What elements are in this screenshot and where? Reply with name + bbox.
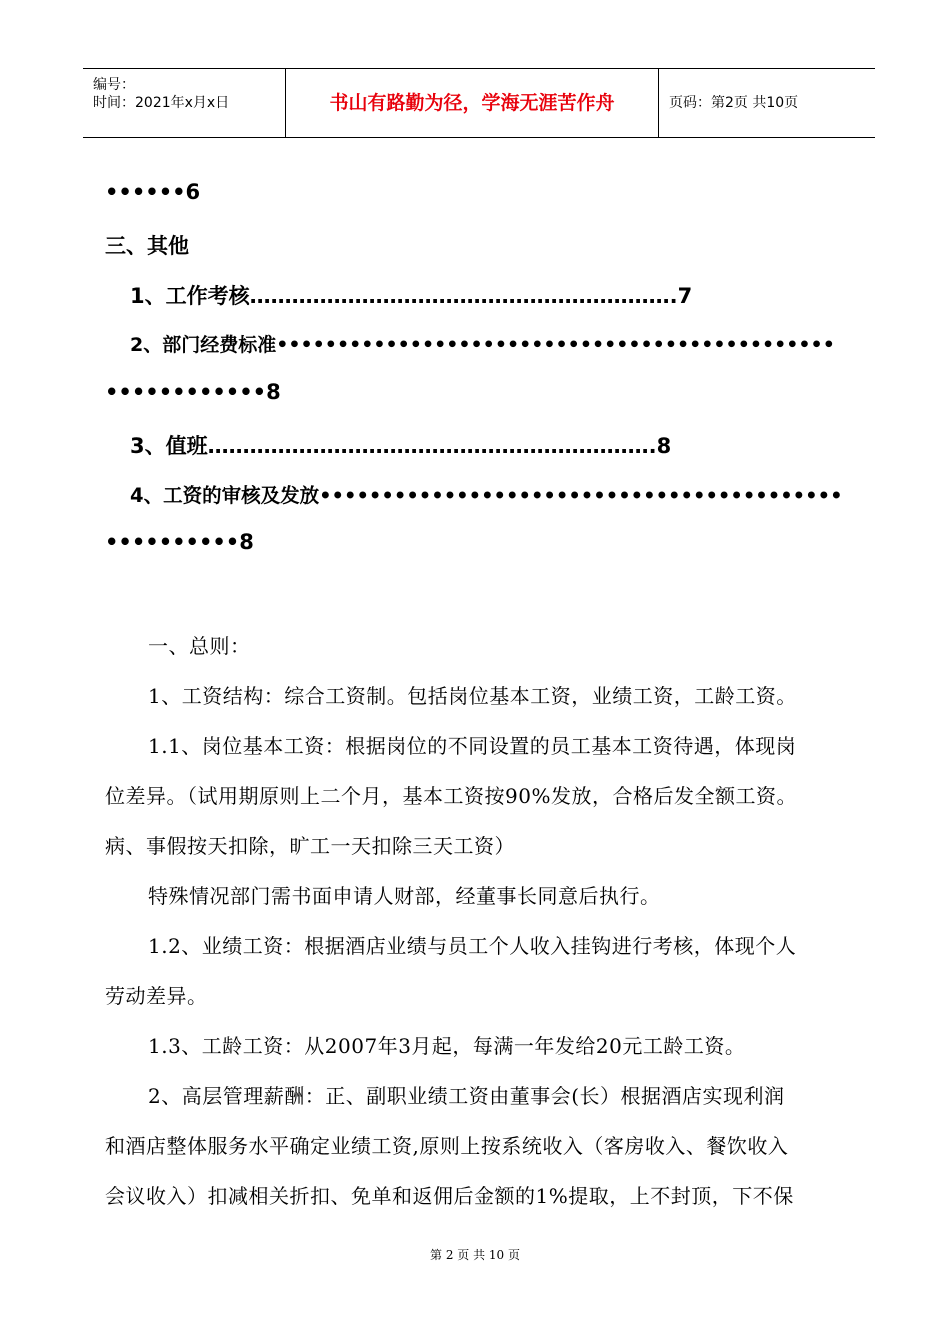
paragraph-line: 1.1、岗位基本工资：根据岗位的不同设置的员工基本工资待遇，体现岗 — [148, 734, 797, 758]
paragraph-line: 1.2、业绩工资：根据酒店业绩与员工个人收入挂钩进行考核，体现个人 — [148, 934, 797, 958]
paragraph-line: 会议收入）扣减相关折扣、免单和返佣后金额的1%提取，上不封顶，下不保 — [105, 1184, 794, 1208]
paragraph-line: 劳动差异。 — [105, 984, 208, 1008]
header-motto: 书山有路勤为径，学海无涯苦作舟 — [286, 69, 659, 137]
paragraph-line: 和酒店整体服务水平确定业绩工资,原则上按系统收入（客房收入、餐饮收入 — [105, 1134, 789, 1158]
paragraph-line: 1、工资结构：综合工资制。包括岗位基本工资，业绩工资，工龄工资。 — [148, 684, 797, 708]
toc-section-other: 三、其他 — [105, 234, 189, 258]
toc-line: 1、工作考核…………………………………………………….7 — [130, 284, 693, 308]
page-footer: 第 2 页 共 10 页 — [430, 1248, 520, 1262]
paragraph-line: 1.3、工龄工资：从2007年3月起，每满一年发给20元工龄工资。 — [148, 1034, 746, 1058]
paragraph-line: 位差异。（试用期原则上二个月，基本工资按90%发放，合格后发全额工资。 — [105, 784, 797, 808]
document-time: 时间：2021年x月x日 — [93, 95, 230, 111]
header-table — [83, 68, 875, 138]
toc-line: ••••••••••8 — [105, 530, 254, 554]
section-heading: 一、总则： — [148, 634, 251, 658]
toc-line: ••••••••••••8 — [105, 380, 281, 404]
paragraph-line: 2、高层管理薪酬：正、副职业绩工资由董事会(长）根据酒店实现利润 — [148, 1084, 785, 1108]
header-meta-cell — [83, 69, 286, 137]
toc-line: 4、工资的审核及发放•••••••••••••••••••••••••••••••••••••••••• — [130, 484, 843, 507]
toc-line: 3、值班……………………………………………………….8 — [130, 434, 672, 458]
document-number: 编号： — [93, 77, 135, 93]
toc-line: ••••••6 — [105, 180, 201, 204]
paragraph-line: 特殊情况部门需书面申请人财部，经董事长同意后执行。 — [148, 884, 661, 908]
toc-line: 2、部门经费标准•••••••••••••••••••••••••••••••••••••••••••••• — [130, 334, 835, 356]
paragraph-line: 病、事假按天扣除，旷工一天扣除三天工资） — [105, 834, 515, 858]
header-page-info: 页码：第2页 共10页 — [669, 95, 799, 111]
